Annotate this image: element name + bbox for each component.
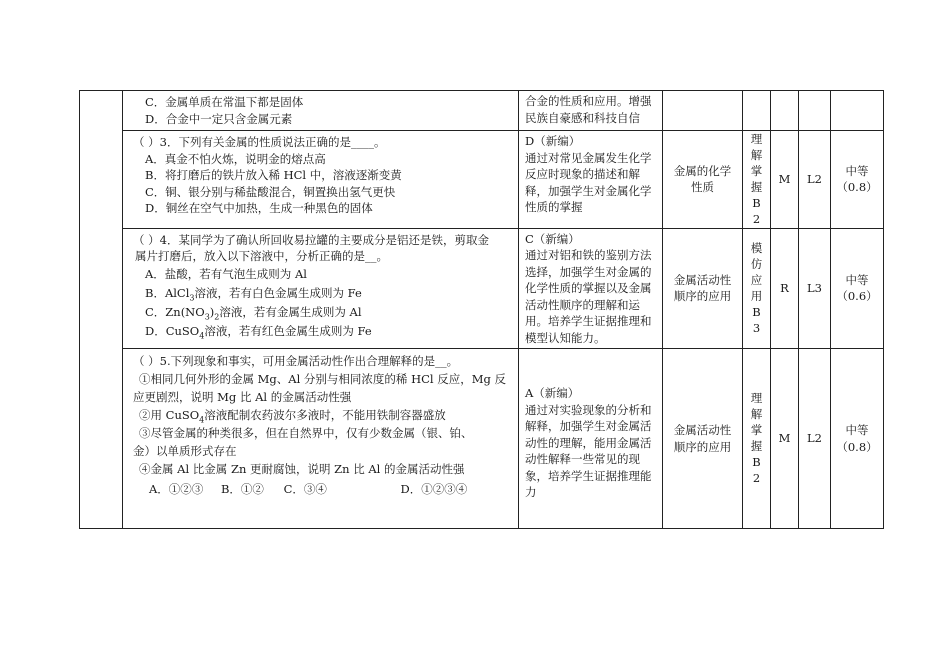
left-margin-cell bbox=[80, 91, 123, 529]
analysis-line: 释，加强学生对金属化学 bbox=[525, 183, 652, 198]
question-analysis-table bbox=[79, 90, 884, 529]
analysis-line: 模型认知能力。 bbox=[525, 330, 606, 345]
subscript: 4 bbox=[199, 330, 205, 340]
option-a: A．盐酸，若有气泡生成则为 Al bbox=[145, 266, 307, 281]
subscript: 3 bbox=[204, 311, 210, 321]
choices-row bbox=[133, 480, 514, 498]
statement-1: ①相同几何外形的金属 Mg、Al 分别与相同浓度的稀 HCl 反应，Mg 反 bbox=[139, 372, 507, 386]
cognitive-level: 理解掌握B2 bbox=[750, 391, 763, 486]
analysis-line: 民族自豪感和科技自信 bbox=[525, 110, 640, 125]
option-c-formula: C．Zn(NO bbox=[145, 304, 205, 319]
statement-1-cont: 应更剧烈，说明 Mg 比 Al 的金属活动性强 bbox=[133, 390, 352, 404]
grade-value: （0.8） bbox=[836, 439, 878, 454]
knowledge-line: 金属活动性 bbox=[673, 272, 732, 287]
statement-2-formula: ②用 CuSO bbox=[139, 408, 200, 422]
grade-value: （0.6） bbox=[836, 289, 878, 304]
difficulty-cell bbox=[799, 91, 831, 131]
requirement-cell: R bbox=[771, 228, 799, 349]
knowledge-cell bbox=[663, 91, 743, 131]
analysis-line: 化学性质的掌握以及金属 bbox=[525, 281, 652, 295]
analysis-cell bbox=[519, 349, 663, 529]
subscript: 2 bbox=[214, 311, 220, 321]
knowledge-line: 金属的化学 bbox=[673, 163, 732, 178]
grade-cell bbox=[831, 228, 884, 349]
question-stem: （ ）3．下列有关金属的性质说法正确的是____。 bbox=[133, 135, 386, 149]
option-c-text: 溶液，若有金属生成则为 Al bbox=[219, 304, 362, 319]
level-cell bbox=[743, 228, 771, 349]
analysis-cell bbox=[519, 228, 663, 349]
cognitive-level: 模仿应用B3 bbox=[750, 241, 763, 335]
analysis-line: 通过对实验现象的分析和 bbox=[525, 402, 652, 417]
difficulty-cell: L2 bbox=[799, 349, 831, 529]
grade-label: 中等 bbox=[845, 272, 869, 287]
choice-a: A．①②③ bbox=[149, 482, 204, 496]
analysis-line: 通过对常见金属发生化学 bbox=[525, 150, 652, 165]
table-row bbox=[80, 131, 884, 229]
choice-b: B．①② bbox=[220, 482, 264, 496]
statement-4: ④金属 Al 比金属 Zn 更耐腐蚀，说明 Zn 比 Al 的金属活动性强 bbox=[139, 462, 465, 476]
option-a: A．真金不怕火炼，说明金的熔点高 bbox=[145, 151, 326, 166]
analysis-line: 动性解释一些常见的现 bbox=[525, 452, 640, 466]
analysis-line: 反应时现象的描述和解 bbox=[525, 167, 640, 181]
subscript: 4 bbox=[199, 415, 205, 425]
difficulty-cell: L2 bbox=[799, 131, 831, 229]
level-cell bbox=[743, 349, 771, 529]
grade-label: 中等 bbox=[845, 163, 869, 178]
question-stem-cont: 属片打磨后，放入以下溶液中，分析正确的是__。 bbox=[135, 249, 388, 263]
table-row bbox=[80, 228, 884, 349]
table-row bbox=[80, 91, 884, 131]
requirement-cell bbox=[771, 91, 799, 131]
grade-cell bbox=[831, 91, 884, 131]
choice-d: D．①②③④ bbox=[400, 482, 468, 496]
analysis-line: 力 bbox=[525, 485, 537, 499]
grade-cell bbox=[831, 131, 884, 229]
subscript: 3 bbox=[189, 292, 195, 302]
requirement-cell: M bbox=[771, 349, 799, 529]
question-cell bbox=[123, 228, 519, 349]
question-stem: （ ）4．某同学为了确认所回收易拉罐的主要成分是铝还是铁，剪取金 bbox=[133, 232, 489, 247]
answer-label: C（新编） bbox=[525, 231, 580, 246]
option-c: C．铜、银分别与稀盐酸混合，铜置换出氢气更快 bbox=[145, 184, 396, 199]
option-b-text: 溶液，若有白色金属生成则为 Fe bbox=[194, 285, 362, 300]
analysis-line: 动性的理解，能用金属活 bbox=[525, 435, 652, 450]
table-row bbox=[80, 349, 884, 529]
analysis-line: 解释，加强学生对金属活 bbox=[525, 419, 652, 433]
statement-2 bbox=[133, 406, 514, 424]
grade-label: 中等 bbox=[845, 423, 869, 437]
option-d: D．铜丝在空气中加热，生成一种黑色的固体 bbox=[145, 201, 373, 215]
knowledge-cell bbox=[663, 349, 743, 529]
analysis-cell bbox=[519, 91, 663, 131]
question-cell bbox=[123, 349, 519, 529]
question-cell bbox=[123, 131, 519, 229]
level-cell bbox=[743, 91, 771, 131]
option-d bbox=[133, 322, 514, 341]
analysis-cell bbox=[519, 131, 663, 229]
analysis-line: 选择，加强学生对金属的 bbox=[525, 264, 652, 279]
analysis-line: 通过对铝和铁的鉴别方法 bbox=[525, 248, 652, 262]
answer-label: D（新编） bbox=[525, 134, 581, 148]
statement-2-text: 溶液配制农药波尔多液时，不能用铁制容器盛放 bbox=[204, 408, 446, 422]
analysis-line: 用。培养学生证据推理和 bbox=[525, 314, 652, 328]
grade-value: （0.8） bbox=[836, 180, 878, 195]
knowledge-line: 顺序的应用 bbox=[673, 439, 732, 454]
knowledge-line: 金属活动性 bbox=[673, 423, 732, 437]
option-b: B．将打磨后的铁片放入稀 HCl 中，溶液逐渐变黄 bbox=[145, 168, 402, 182]
cognitive-level: 理解掌握B2 bbox=[750, 132, 763, 226]
formula-paren: ) bbox=[209, 304, 215, 319]
grade-cell bbox=[831, 349, 884, 529]
knowledge-line: 顺序的应用 bbox=[673, 289, 732, 304]
knowledge-line: 性质 bbox=[691, 180, 714, 195]
difficulty-cell: L3 bbox=[799, 228, 831, 349]
option-c: C．金属单质在常温下都是固体 bbox=[145, 95, 304, 109]
level-cell bbox=[743, 131, 771, 229]
statement-3-cont: 金）以单质形式存在 bbox=[133, 444, 237, 458]
statement-3: ③尽管金属的种类很多，但在自然界中，仅有少数金属（银、铂、 bbox=[139, 426, 473, 440]
analysis-line: 活动性顺序的理解和运 bbox=[525, 297, 640, 312]
option-b-formula: B．AlCl bbox=[145, 285, 190, 300]
option-d: D．合金中一定只含金属元素 bbox=[145, 111, 293, 126]
option-d-formula: D．CuSO bbox=[145, 323, 200, 338]
answer-label: A（新编） bbox=[525, 386, 580, 400]
option-b bbox=[133, 284, 514, 303]
knowledge-cell bbox=[663, 131, 743, 229]
requirement-cell: M bbox=[771, 131, 799, 229]
question-cell bbox=[123, 91, 519, 131]
choice-c: C．③④ bbox=[283, 482, 327, 496]
analysis-line: 象，培养学生证据推理能 bbox=[525, 468, 652, 483]
analysis-line: 性质的掌握 bbox=[525, 200, 583, 214]
option-d-text: 溶液，若有红色金属生成则为 Fe bbox=[204, 323, 372, 338]
analysis-line: 合金的性质和应用。增强 bbox=[525, 94, 652, 108]
knowledge-cell bbox=[663, 228, 743, 349]
question-stem: （ ）5.下列现象和事实，可用金属活动性作出合理解释的是__。 bbox=[133, 354, 459, 368]
option-c bbox=[133, 303, 514, 322]
